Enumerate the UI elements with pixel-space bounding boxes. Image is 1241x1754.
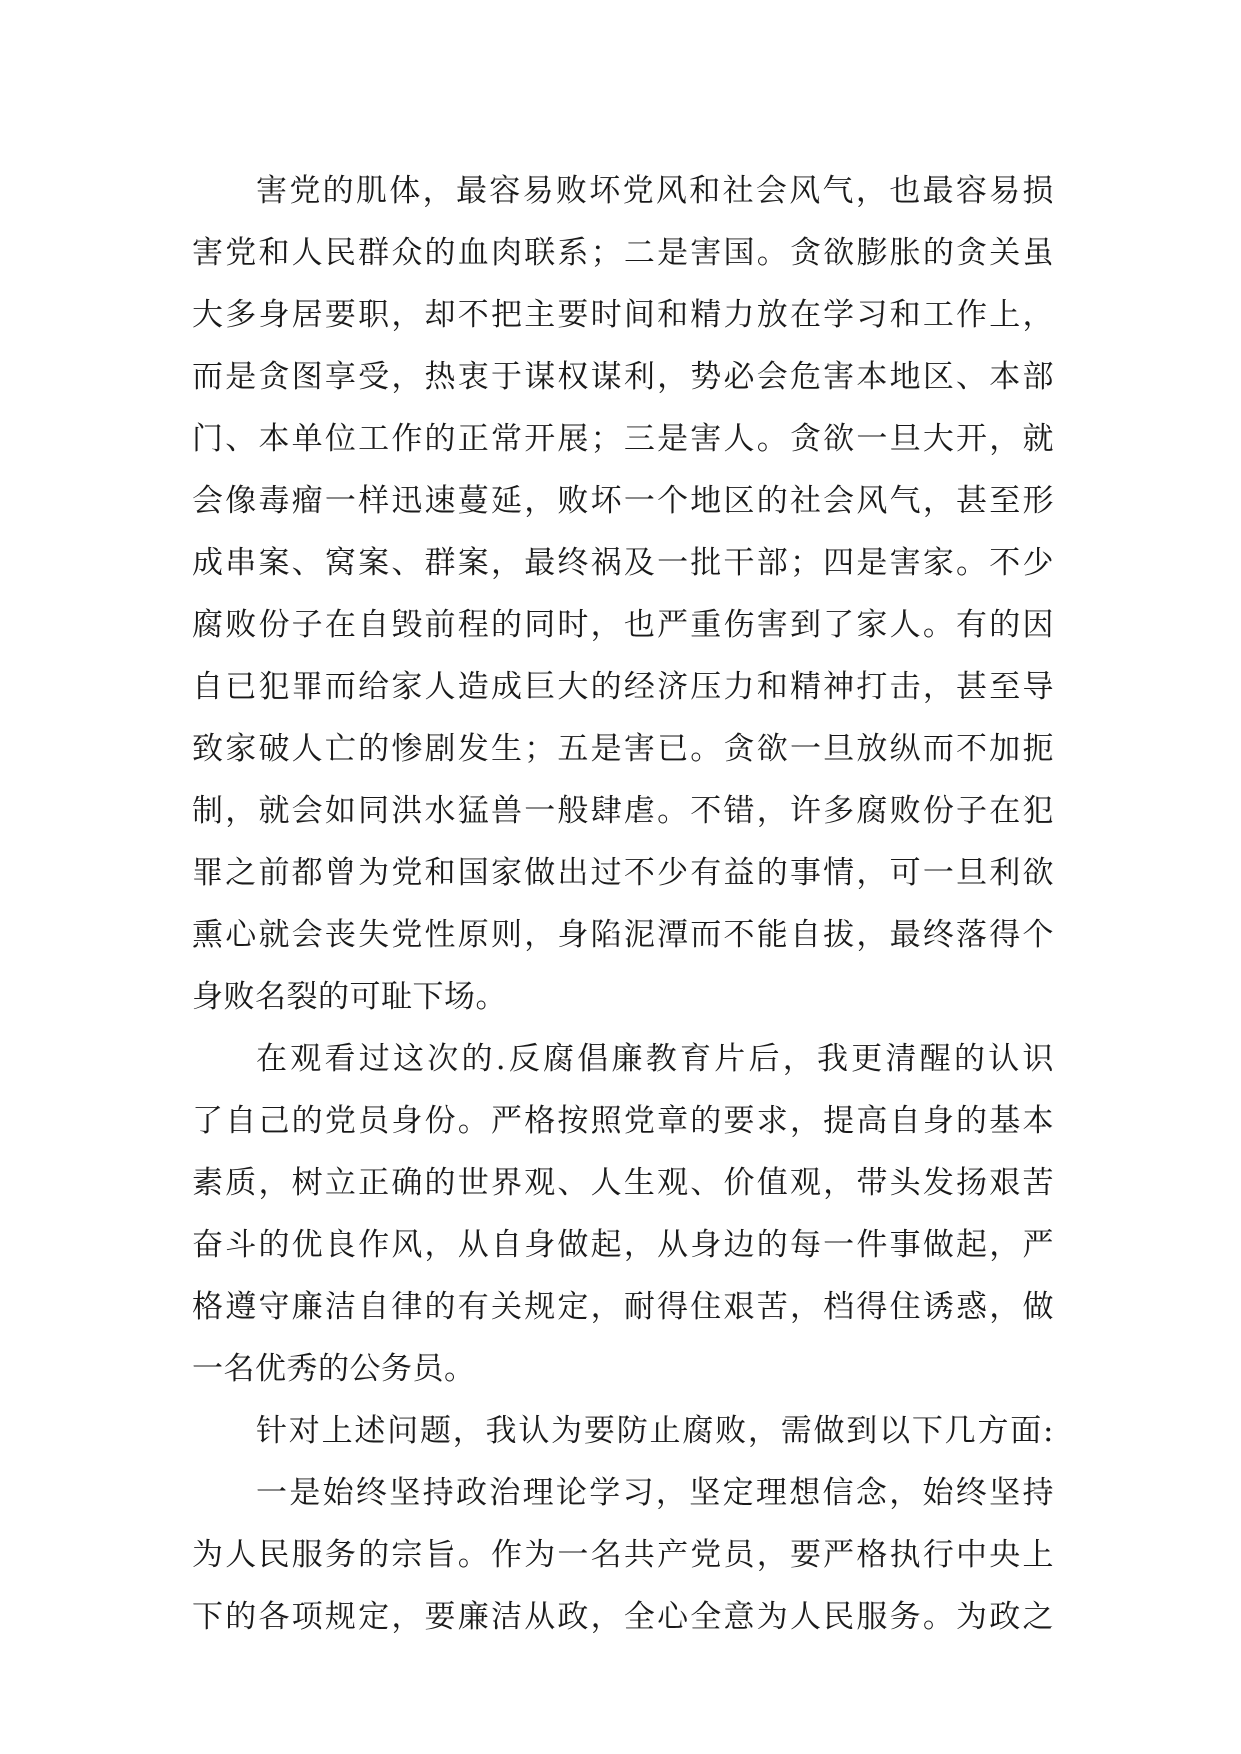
- text-line: 格遵守廉洁自律的有关规定，耐得住艰苦，档得住诱惑，做: [192, 1289, 1054, 1325]
- text-line: 下的各项规定，要廉洁从政，全心全意为人民服务。为政之: [192, 1599, 1054, 1635]
- text-line: 为人民服务的宗旨。作为一名共产党员，要严格执行中央上: [192, 1537, 1054, 1573]
- text-line: 大多身居要职，却不把主要时间和精力放在学习和工作上，: [192, 297, 1054, 333]
- text-line: 素质，树立正确的世界观、人生观、价值观，带头发扬艰苦: [192, 1165, 1054, 1201]
- text-line: 针对上述问题，我认为要防止腐败，需做到以下几方面:: [256, 1413, 1054, 1449]
- text-line: 致家破人亡的惨剧发生；五是害已。贪欲一旦放纵而不加扼: [192, 731, 1054, 767]
- text-line: 会像毒瘤一样迅速蔓延，败坏一个地区的社会风气，甚至形: [192, 483, 1054, 519]
- text-line: 自已犯罪而给家人造成巨大的经济压力和精神打击，甚至导: [192, 669, 1054, 705]
- text-line: 成串案、窝案、群案，最终祸及一批干部；四是害家。不少: [192, 545, 1054, 581]
- text-line: 害党和人民群众的血肉联系；二是害国。贪欲膨胀的贪关虽: [192, 235, 1054, 271]
- text-line: 门、本单位工作的正常开展；三是害人。贪欲一旦大开，就: [192, 421, 1054, 457]
- text-line: 罪之前都曾为党和国家做出过不少有益的事情，可一旦利欲: [192, 855, 1054, 891]
- text-line: 制，就会如同洪水猛兽一般肆虐。不错，许多腐败份子在犯: [192, 793, 1054, 829]
- body-text: [192, 160, 1054, 1648]
- text-line: 在观看过这次的.反腐倡廉教育片后，我更清醒的认识: [256, 1041, 1054, 1077]
- text-line: 一是始终坚持政治理论学习，坚定理想信念，始终坚持: [256, 1475, 1054, 1511]
- text-line: 了自己的党员身份。严格按照党章的要求，提高自身的基本: [192, 1103, 1054, 1139]
- text-line: 奋斗的优良作风，从自身做起，从身边的每一件事做起，严: [192, 1227, 1054, 1263]
- text-line: 腐败份子在自毁前程的同时，也严重伤害到了家人。有的因: [192, 607, 1054, 643]
- text-line: 害党的肌体，最容易败坏党风和社会风气，也最容易损: [256, 173, 1054, 209]
- text-line: 身败名裂的可耻下场。: [192, 979, 507, 1015]
- text-line: 一名优秀的公务员。: [192, 1351, 476, 1387]
- text-line: 而是贪图享受，热衷于谋权谋利，势必会危害本地区、本部: [192, 359, 1054, 395]
- text-line: 熏心就会丧失党性原则，身陷泥潭而不能自拔，最终落得个: [192, 917, 1054, 953]
